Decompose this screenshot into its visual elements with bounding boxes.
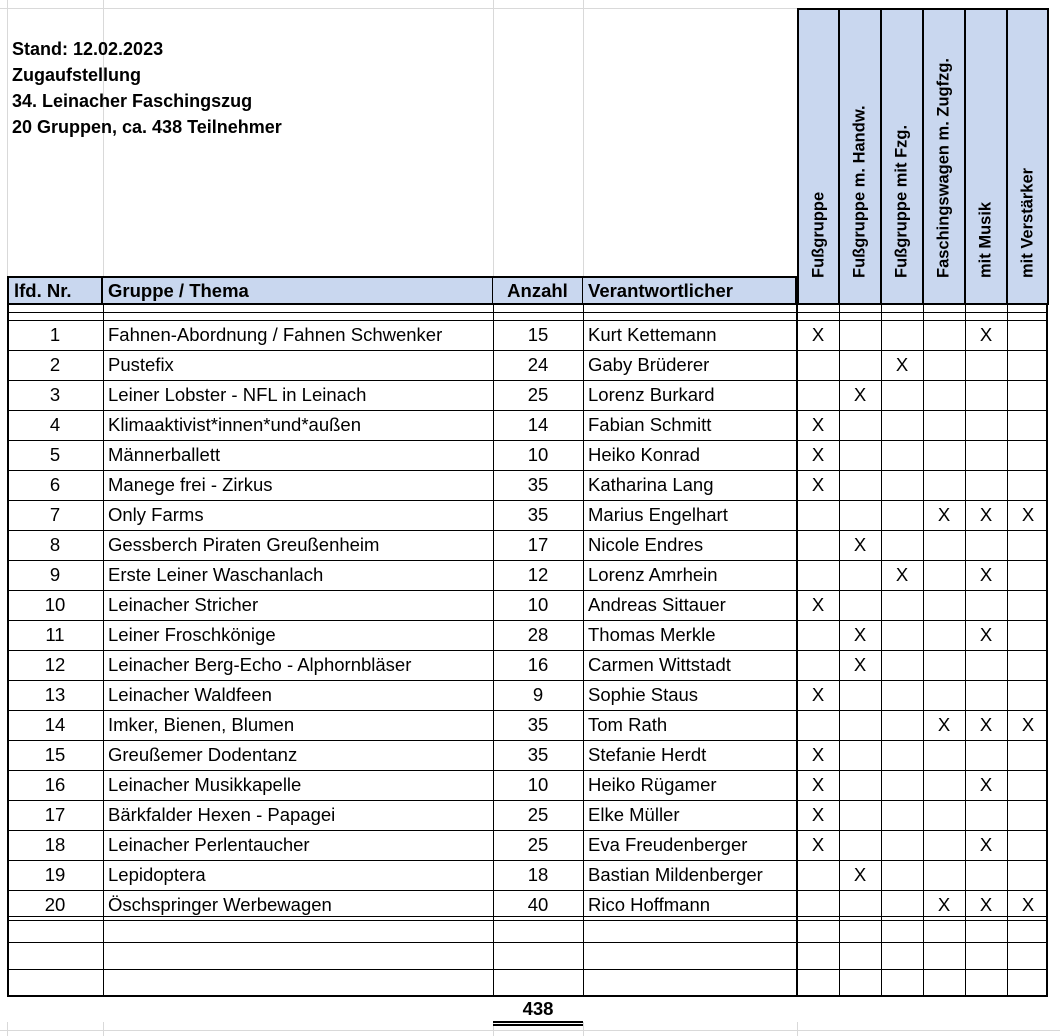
row-verantwortlicher[interactable]: Sophie Staus xyxy=(588,684,699,705)
row-verantwortlicher[interactable]: Katharina Lang xyxy=(588,474,714,495)
row-gruppe[interactable]: Leiner Froschkönige xyxy=(108,624,276,645)
row-flag-3[interactable] xyxy=(923,320,965,350)
row-nr[interactable]: 16 xyxy=(44,774,66,795)
row-flag-5[interactable] xyxy=(1007,350,1049,380)
row-flag-1[interactable] xyxy=(839,500,881,530)
flag-mark: X xyxy=(811,594,825,615)
row-gruppe[interactable]: Imker, Bienen, Blumen xyxy=(108,714,295,735)
flag-header-label: Fußgruppe m. Handw. xyxy=(850,105,869,278)
flag-mark: X xyxy=(979,774,993,795)
row-flag-5[interactable] xyxy=(1007,320,1049,350)
row-flag-1[interactable] xyxy=(839,860,881,890)
row-gruppe[interactable]: Gessberch Piraten Greußenheim xyxy=(108,534,380,555)
row-flag-2[interactable] xyxy=(881,560,923,590)
row-flag-1[interactable] xyxy=(839,680,881,710)
row-flag-2[interactable] xyxy=(881,590,923,620)
row-flag-4[interactable] xyxy=(965,710,1007,740)
flag-header-2[interactable] xyxy=(881,8,923,305)
row-anzahl[interactable]: 35 xyxy=(527,744,549,765)
row-gruppe[interactable]: Erste Leiner Waschanlach xyxy=(108,564,324,585)
row-gruppe[interactable]: Pustefix xyxy=(108,354,174,375)
row-flag-3[interactable] xyxy=(923,560,965,590)
row-flag-4[interactable] xyxy=(965,410,1007,440)
row-flag-2[interactable] xyxy=(881,800,923,830)
row-flag-0[interactable] xyxy=(797,890,839,920)
row-nr[interactable]: 7 xyxy=(49,504,61,525)
row-flag-1[interactable] xyxy=(839,650,881,680)
flag-mark: X xyxy=(979,834,993,855)
flag-mark: X xyxy=(979,714,993,735)
row-flag-0[interactable] xyxy=(797,710,839,740)
header-nr[interactable]: lfd. Nr. xyxy=(7,276,103,305)
row-flag-0[interactable] xyxy=(797,440,839,470)
row-flag-2[interactable] xyxy=(881,530,923,560)
row-flag-4[interactable] xyxy=(965,890,1007,920)
row-flag-4[interactable] xyxy=(965,470,1007,500)
row-anzahl[interactable]: 25 xyxy=(527,384,549,405)
row-flag-2[interactable] xyxy=(881,380,923,410)
row-gruppe[interactable]: Männerballett xyxy=(108,444,221,465)
row-flag-1[interactable] xyxy=(839,530,881,560)
flag-mark: X xyxy=(853,384,867,405)
flag-mark: X xyxy=(811,474,825,495)
flag-header-label: Fußgruppe mit Fzg. xyxy=(892,124,911,278)
row-verantwortlicher[interactable]: Nicole Endres xyxy=(588,534,704,555)
row-nr[interactable]: 6 xyxy=(49,474,61,495)
flag-mark: X xyxy=(1021,504,1035,525)
total-double-underline xyxy=(493,1021,583,1026)
row-flag-5[interactable] xyxy=(1007,650,1049,680)
row-flag-4[interactable] xyxy=(965,590,1007,620)
row-flag-1[interactable] xyxy=(839,470,881,500)
row-flag-4[interactable] xyxy=(965,380,1007,410)
row-anzahl[interactable]: 14 xyxy=(527,414,549,435)
row-flag-2[interactable] xyxy=(881,410,923,440)
flag-header-label: mit Verstärker xyxy=(1018,167,1036,278)
row-flag-3[interactable] xyxy=(923,470,965,500)
row-flag-1[interactable] xyxy=(839,770,881,800)
row-flag-3[interactable] xyxy=(923,380,965,410)
row-nr[interactable]: 9 xyxy=(49,564,61,585)
title-block xyxy=(12,36,282,140)
title-line-zugaufstellung: Zugaufstellung xyxy=(12,65,141,85)
row-gruppe[interactable]: Bärkfalder Hexen - Papagei xyxy=(108,804,336,825)
row-flag-1[interactable] xyxy=(839,800,881,830)
row-flag-4[interactable] xyxy=(965,860,1007,890)
row-gruppe[interactable]: Leinacher Berg-Echo - Alphornbläser xyxy=(108,654,412,675)
row-verantwortlicher[interactable]: Rico Hoffmann xyxy=(588,894,711,915)
row-verantwortlicher[interactable]: Lorenz Burkard xyxy=(588,384,715,405)
row-flag-3[interactable] xyxy=(923,530,965,560)
row-verantwortlicher[interactable]: Heiko Konrad xyxy=(588,444,701,465)
row-flag-0[interactable] xyxy=(797,350,839,380)
row-anzahl[interactable]: 35 xyxy=(527,714,549,735)
flag-mark: X xyxy=(1021,714,1035,735)
flag-mark: X xyxy=(811,834,825,855)
row-flag-4[interactable] xyxy=(965,320,1007,350)
row-anzahl[interactable]: 24 xyxy=(527,354,549,375)
row-verantwortlicher[interactable]: Stefanie Herdt xyxy=(588,744,707,765)
row-gruppe[interactable]: Manege frei - Zirkus xyxy=(108,474,273,495)
row-verantwortlicher[interactable]: Lorenz Amrhein xyxy=(588,564,718,585)
flag-header-3[interactable] xyxy=(923,8,965,305)
row-gruppe[interactable]: Klimaaktivist*innen*und*außen xyxy=(108,414,361,435)
row-nr[interactable]: 18 xyxy=(44,834,66,855)
row-flag-2[interactable] xyxy=(881,320,923,350)
flag-mark: X xyxy=(1021,894,1035,915)
row-flag-2[interactable] xyxy=(881,860,923,890)
row-gruppe[interactable]: Leinacher Stricher xyxy=(108,594,259,615)
row-flag-2[interactable] xyxy=(881,650,923,680)
row-verantwortlicher[interactable]: Heiko Rügamer xyxy=(588,774,717,795)
row-flag-0[interactable] xyxy=(797,530,839,560)
row-anzahl[interactable]: 15 xyxy=(527,324,549,345)
row-flag-1[interactable] xyxy=(839,890,881,920)
flag-mark: X xyxy=(937,894,951,915)
row-flag-1[interactable] xyxy=(839,380,881,410)
row-gruppe[interactable]: Öschspringer Werbewagen xyxy=(108,894,332,915)
row-flag-1[interactable] xyxy=(839,440,881,470)
row-verantwortlicher[interactable]: Carmen Wittstadt xyxy=(588,654,731,675)
row-flag-1[interactable] xyxy=(839,710,881,740)
row-flag-3[interactable] xyxy=(923,770,965,800)
flag-mark: X xyxy=(853,864,867,885)
row-gruppe[interactable]: Lepidoptera xyxy=(108,864,206,885)
flag-mark: X xyxy=(811,804,825,825)
row-flag-3[interactable] xyxy=(923,620,965,650)
row-flag-3[interactable] xyxy=(923,800,965,830)
row-anzahl[interactable]: 10 xyxy=(527,444,549,465)
row-gruppe[interactable]: Fahnen-Abordnung / Fahnen Schwenker xyxy=(108,324,443,345)
row-flag-4[interactable] xyxy=(965,530,1007,560)
row-anzahl[interactable]: 9 xyxy=(532,684,544,705)
header-gruppe[interactable]: Gruppe / Thema xyxy=(103,276,493,305)
row-flag-1[interactable] xyxy=(839,740,881,770)
flag-mark: X xyxy=(811,744,825,765)
flag-mark: X xyxy=(811,444,825,465)
row-flag-2[interactable] xyxy=(881,470,923,500)
row-flag-3[interactable] xyxy=(923,710,965,740)
row-flag-1[interactable] xyxy=(839,410,881,440)
row-flag-4[interactable] xyxy=(965,440,1007,470)
row-flag-5[interactable] xyxy=(1007,560,1049,590)
row-flag-5[interactable] xyxy=(1007,440,1049,470)
row-flag-5[interactable] xyxy=(1007,620,1049,650)
row-nr[interactable]: 5 xyxy=(49,444,61,465)
row-nr[interactable]: 11 xyxy=(45,624,65,645)
row-flag-3[interactable] xyxy=(923,650,965,680)
row-flag-2[interactable] xyxy=(881,890,923,920)
row-verantwortlicher[interactable]: Eva Freudenberger xyxy=(588,834,748,855)
row-flag-5[interactable] xyxy=(1007,380,1049,410)
flag-header-label: Fußgruppe xyxy=(809,191,827,278)
row-flag-4[interactable] xyxy=(965,500,1007,530)
row-nr[interactable]: 19 xyxy=(44,864,66,885)
flag-mark: X xyxy=(811,414,825,435)
row-flag-0[interactable] xyxy=(797,470,839,500)
flag-mark: X xyxy=(979,564,993,585)
flag-header-4[interactable] xyxy=(965,8,1007,305)
row-nr[interactable]: 20 xyxy=(44,894,66,915)
row-flag-4[interactable] xyxy=(965,680,1007,710)
row-flag-3[interactable] xyxy=(923,500,965,530)
total-anzahl[interactable] xyxy=(493,996,583,1022)
row-flag-3[interactable] xyxy=(923,830,965,860)
row-flag-0[interactable] xyxy=(797,830,839,860)
row-gruppe[interactable]: Only Farms xyxy=(108,504,204,525)
row-flag-3[interactable] xyxy=(923,350,965,380)
flag-header-1[interactable] xyxy=(839,8,881,305)
row-flag-5[interactable] xyxy=(1007,860,1049,890)
row-flag-0[interactable] xyxy=(797,500,839,530)
flag-header-0[interactable] xyxy=(797,8,839,305)
row-nr[interactable]: 13 xyxy=(44,684,66,705)
row-flag-5[interactable] xyxy=(1007,470,1049,500)
row-anzahl[interactable]: 10 xyxy=(527,774,549,795)
row-flag-2[interactable] xyxy=(881,710,923,740)
row-flag-3[interactable] xyxy=(923,860,965,890)
row-flag-0[interactable] xyxy=(797,380,839,410)
row-nr[interactable]: 1 xyxy=(49,324,61,345)
row-anzahl[interactable]: 25 xyxy=(527,804,549,825)
row-flag-2[interactable] xyxy=(881,350,923,380)
row-flag-2[interactable] xyxy=(881,440,923,470)
flag-mark: X xyxy=(853,534,867,555)
row-flag-2[interactable] xyxy=(881,770,923,800)
row-flag-3[interactable] xyxy=(923,890,965,920)
row-anzahl[interactable]: 35 xyxy=(527,474,549,495)
flag-header-label: Faschingswagen m. Zugfzg. xyxy=(934,57,953,278)
row-flag-5[interactable] xyxy=(1007,770,1049,800)
title-line-stand: Stand: 12.02.2023 xyxy=(12,39,164,59)
flag-header-5[interactable] xyxy=(1007,8,1049,305)
header-verantwortlicher[interactable]: Verantwortlicher xyxy=(583,276,797,305)
row-verantwortlicher[interactable]: Elke Müller xyxy=(588,804,680,825)
row-flag-1[interactable] xyxy=(839,830,881,860)
flag-mark: X xyxy=(937,714,951,735)
flag-mark: X xyxy=(811,324,825,345)
row-nr[interactable]: 15 xyxy=(44,744,66,765)
row-flag-2[interactable] xyxy=(881,500,923,530)
flag-mark: X xyxy=(937,504,951,525)
row-verantwortlicher[interactable]: Bastian Mildenberger xyxy=(588,864,763,885)
row-flag-5[interactable] xyxy=(1007,800,1049,830)
row-flag-3[interactable] xyxy=(923,410,965,440)
row-nr[interactable]: 8 xyxy=(49,534,61,555)
row-verantwortlicher[interactable]: Andreas Sittauer xyxy=(588,594,726,615)
row-flag-0[interactable] xyxy=(797,410,839,440)
row-flag-3[interactable] xyxy=(923,590,965,620)
row-flag-4[interactable] xyxy=(965,740,1007,770)
row-gruppe[interactable]: Greußemer Dodentanz xyxy=(108,744,298,765)
row-flag-0[interactable] xyxy=(797,680,839,710)
flag-mark: X xyxy=(979,894,993,915)
flag-mark: X xyxy=(895,564,909,585)
flag-mark: X xyxy=(853,654,867,675)
row-anzahl[interactable]: 25 xyxy=(527,834,549,855)
row-flag-5[interactable] xyxy=(1007,500,1049,530)
flag-mark: X xyxy=(979,324,993,345)
row-flag-4[interactable] xyxy=(965,620,1007,650)
row-nr[interactable]: 12 xyxy=(44,654,66,675)
row-flag-5[interactable] xyxy=(1007,410,1049,440)
row-anzahl[interactable]: 16 xyxy=(527,654,549,675)
row-flag-2[interactable] xyxy=(881,620,923,650)
row-flag-5[interactable] xyxy=(1007,890,1049,920)
row-flag-2[interactable] xyxy=(881,740,923,770)
row-flag-1[interactable] xyxy=(839,350,881,380)
title-line-gruppen: 20 Gruppen, ca. 438 Teilnehmer xyxy=(12,117,282,137)
row-verantwortlicher[interactable]: Thomas Merkle xyxy=(588,624,716,645)
row-flag-0[interactable] xyxy=(797,560,839,590)
row-verantwortlicher[interactable]: Tom Rath xyxy=(588,714,668,735)
row-flag-1[interactable] xyxy=(839,620,881,650)
row-flag-4[interactable] xyxy=(965,800,1007,830)
total-value: 438 xyxy=(522,998,554,1019)
row-flag-4[interactable] xyxy=(965,560,1007,590)
row-nr[interactable]: 4 xyxy=(49,414,61,435)
row-flag-3[interactable] xyxy=(923,680,965,710)
row-verantwortlicher[interactable]: Fabian Schmitt xyxy=(588,414,712,435)
flag-mark: X xyxy=(979,504,993,525)
row-anzahl[interactable]: 17 xyxy=(527,534,549,555)
row-nr[interactable]: 10 xyxy=(44,594,66,615)
row-flag-4[interactable] xyxy=(965,770,1007,800)
row-flag-5[interactable] xyxy=(1007,530,1049,560)
row-anzahl[interactable]: 18 xyxy=(527,864,549,885)
row-nr[interactable]: 17 xyxy=(44,804,66,825)
row-flag-0[interactable] xyxy=(797,740,839,770)
title-line-faschingszug: 34. Leinacher Faschingszug xyxy=(12,91,253,111)
row-anzahl[interactable]: 12 xyxy=(527,564,549,585)
row-flag-4[interactable] xyxy=(965,350,1007,380)
row-flag-4[interactable] xyxy=(965,650,1007,680)
row-flag-4[interactable] xyxy=(965,830,1007,860)
row-flag-0[interactable] xyxy=(797,650,839,680)
row-flag-0[interactable] xyxy=(797,860,839,890)
row-flag-3[interactable] xyxy=(923,740,965,770)
row-gruppe[interactable]: Leinacher Perlentaucher xyxy=(108,834,310,855)
row-anzahl[interactable]: 40 xyxy=(527,894,549,915)
row-verantwortlicher[interactable]: Gaby Brüderer xyxy=(588,354,710,375)
row-flag-5[interactable] xyxy=(1007,830,1049,860)
row-anzahl[interactable]: 35 xyxy=(527,504,549,525)
row-flag-0[interactable] xyxy=(797,590,839,620)
row-gruppe[interactable]: Leinacher Musikkapelle xyxy=(108,774,302,795)
row-nr[interactable]: 3 xyxy=(49,384,61,405)
row-flag-2[interactable] xyxy=(881,680,923,710)
row-gruppe[interactable]: Leinacher Waldfeen xyxy=(108,684,272,705)
row-flag-3[interactable] xyxy=(923,440,965,470)
row-anzahl[interactable]: 28 xyxy=(527,624,549,645)
row-anzahl[interactable]: 10 xyxy=(527,594,549,615)
row-flag-5[interactable] xyxy=(1007,680,1049,710)
row-flag-1[interactable] xyxy=(839,590,881,620)
row-flag-5[interactable] xyxy=(1007,590,1049,620)
row-flag-0[interactable] xyxy=(797,320,839,350)
row-flag-2[interactable] xyxy=(881,830,923,860)
row-nr[interactable]: 2 xyxy=(49,354,61,375)
flag-mark: X xyxy=(895,354,909,375)
row-gruppe[interactable]: Leiner Lobster - NFL in Leinach xyxy=(108,384,367,405)
row-flag-1[interactable] xyxy=(839,320,881,350)
flag-mark: X xyxy=(979,624,993,645)
row-flag-5[interactable] xyxy=(1007,740,1049,770)
row-verantwortlicher[interactable]: Marius Engelhart xyxy=(588,504,728,525)
header-anzahl[interactable]: Anzahl xyxy=(493,276,583,305)
row-flag-5[interactable] xyxy=(1007,710,1049,740)
flag-mark: X xyxy=(811,774,825,795)
flag-mark: X xyxy=(811,684,825,705)
row-nr[interactable]: 14 xyxy=(44,714,66,735)
flag-mark: X xyxy=(853,624,867,645)
row-flag-0[interactable] xyxy=(797,800,839,830)
row-flag-0[interactable] xyxy=(797,620,839,650)
row-flag-0[interactable] xyxy=(797,770,839,800)
row-verantwortlicher[interactable]: Kurt Kettemann xyxy=(588,324,717,345)
flag-header-label: mit Musik xyxy=(976,201,995,278)
row-flag-1[interactable] xyxy=(839,560,881,590)
